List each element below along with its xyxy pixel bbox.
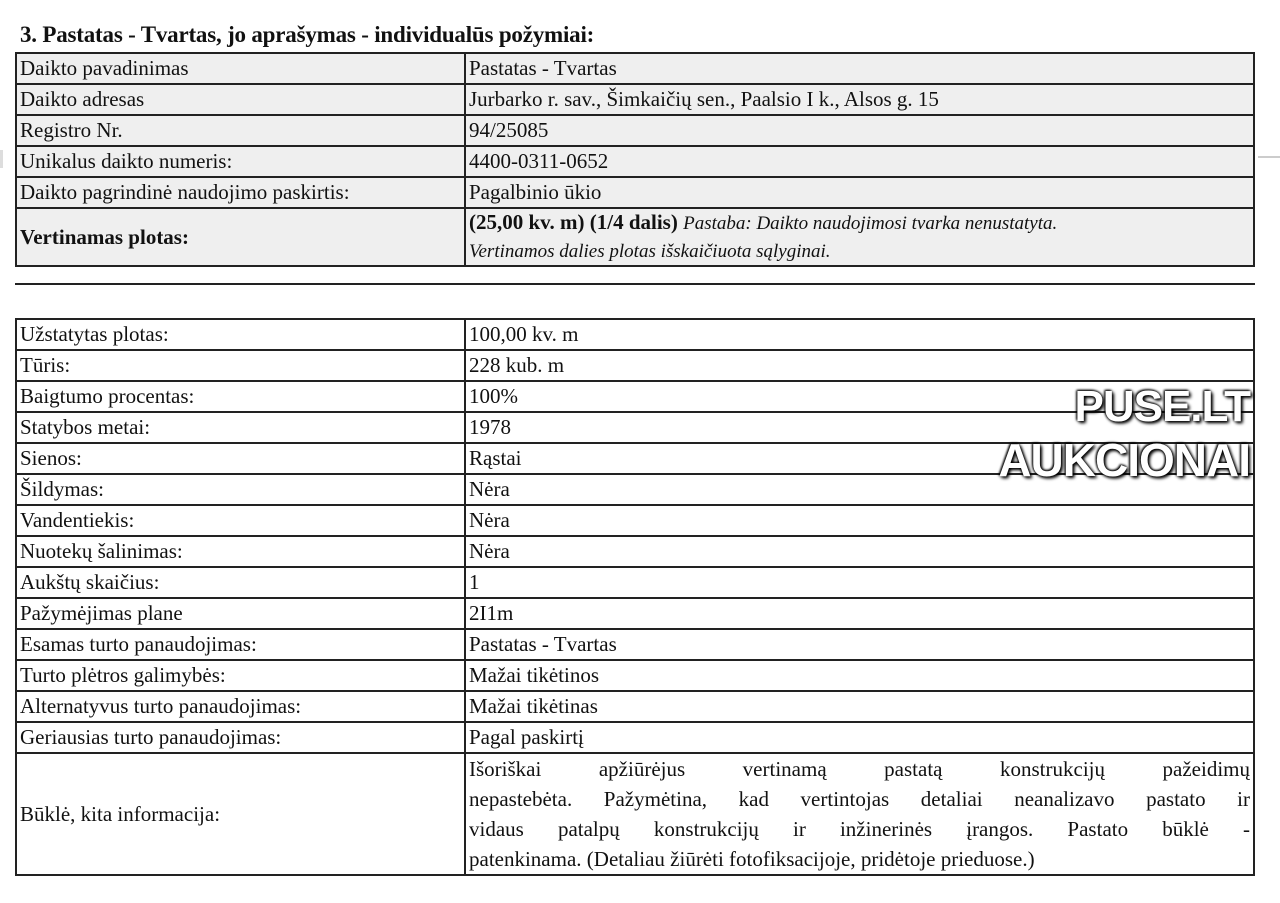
table-row — [16, 629, 1254, 660]
row-value: Pagalbinio ūkio — [465, 177, 1254, 208]
table-row — [16, 598, 1254, 629]
condition-line: vidaus patalpų konstrukcijų ir inžinerinės įrangos. Pastato būklė - — [469, 817, 1250, 841]
row-label: Baigtumo procentas: — [16, 381, 465, 412]
row-label: Pažymėjimas plane — [16, 598, 465, 629]
section-title: 3. Pastatas - Tvartas, jo aprašymas - individualūs požymiai: — [20, 22, 595, 47]
row-value: 1978 — [465, 412, 1254, 443]
row-label: Daikto pavadinimas — [16, 53, 465, 84]
area-note: Vertinamos dalies plotas išskaičiuota sąlyginai. — [469, 241, 831, 262]
table-row — [16, 208, 1254, 266]
table-row — [16, 691, 1254, 722]
row-value: 1 — [465, 567, 1254, 598]
row-value — [465, 753, 1254, 875]
row-value: 4400-0311-0652 — [465, 146, 1254, 177]
area-value: (25,00 kv. m) (1/4 dalis) — [469, 210, 678, 234]
row-label: Statybos metai: — [16, 412, 465, 443]
row-label: Šildymas: — [16, 474, 465, 505]
condition-line: Išoriškai apžiūrėjus vertinamą pastatą konstrukcijų pažeidimų — [469, 757, 1250, 781]
row-label: Vandentiekis: — [16, 505, 465, 536]
table-row — [16, 115, 1254, 146]
row-label: Būklė, kita informacija: — [16, 753, 465, 875]
row-label: Užstatytas plotas: — [16, 319, 465, 350]
row-value: Pastatas - Tvartas — [465, 629, 1254, 660]
table-row — [16, 146, 1254, 177]
row-label: Esamas turto panaudojimas: — [16, 629, 465, 660]
table-row — [16, 660, 1254, 691]
row-value: 100% — [465, 381, 1254, 412]
row-value: 94/25085 — [465, 115, 1254, 146]
row-label: Aukštų skaičius: — [16, 567, 465, 598]
row-value: 228 kub. m — [465, 350, 1254, 381]
row-value: Nėra — [465, 505, 1254, 536]
row-label: Turto plėtros galimybės: — [16, 660, 465, 691]
row-value: Nėra — [465, 536, 1254, 567]
row-value: Pastatas - Tvartas — [465, 53, 1254, 84]
table-row — [16, 753, 1254, 875]
table-row — [16, 350, 1254, 381]
page-edge-mark — [0, 150, 3, 168]
table-row — [16, 177, 1254, 208]
object-identification-table — [15, 52, 1255, 267]
watermark-logo: PUSE.LT AUKCIONAI — [998, 382, 1250, 486]
table-row — [16, 53, 1254, 84]
row-value: 2I1m — [465, 598, 1254, 629]
row-value: 100,00 kv. m — [465, 319, 1254, 350]
row-label: Unikalus daikto numeris: — [16, 146, 465, 177]
row-label: Nuotekų šalinimas: — [16, 536, 465, 567]
row-label: Alternatyvus turto panaudojimas: — [16, 691, 465, 722]
table-row — [16, 567, 1254, 598]
row-value: Rąstai — [465, 443, 1254, 474]
condition-line: patenkinama. (Detaliau žiūrėti fotofiksacijoje, pridėtoje prieduose.) — [469, 847, 1035, 871]
row-label: Sienos: — [16, 443, 465, 474]
table-row — [16, 84, 1254, 115]
row-label: Daikto adresas — [16, 84, 465, 115]
page-edge-mark — [1258, 156, 1280, 158]
row-value: Nėra — [465, 474, 1254, 505]
row-label: Vertinamas plotas: — [16, 208, 465, 266]
table-row — [16, 536, 1254, 567]
table-row — [16, 319, 1254, 350]
divider — [15, 283, 1255, 285]
row-label: Daikto pagrindinė naudojimo paskirtis: — [16, 177, 465, 208]
condition-line: nepastebėta. Pažymėtina, kad vertintojas detaliai neanalizavo pastato ir — [469, 787, 1250, 811]
area-note: Pastaba: Daikto naudojimosi tvarka nenustatyta. — [683, 213, 1058, 234]
row-value: Jurbarko r. sav., Šimkaičių sen., Paalsio I k., Alsos g. 15 — [465, 84, 1254, 115]
row-value: Mažai tikėtinas — [465, 691, 1254, 722]
row-label: Geriausias turto panaudojimas: — [16, 722, 465, 753]
row-value: Pagal paskirtį — [465, 722, 1254, 753]
row-value: Mažai tikėtinos — [465, 660, 1254, 691]
row-label: Registro Nr. — [16, 115, 465, 146]
table-row — [16, 505, 1254, 536]
row-value — [465, 208, 1254, 266]
table-row — [16, 722, 1254, 753]
row-label: Tūris: — [16, 350, 465, 381]
